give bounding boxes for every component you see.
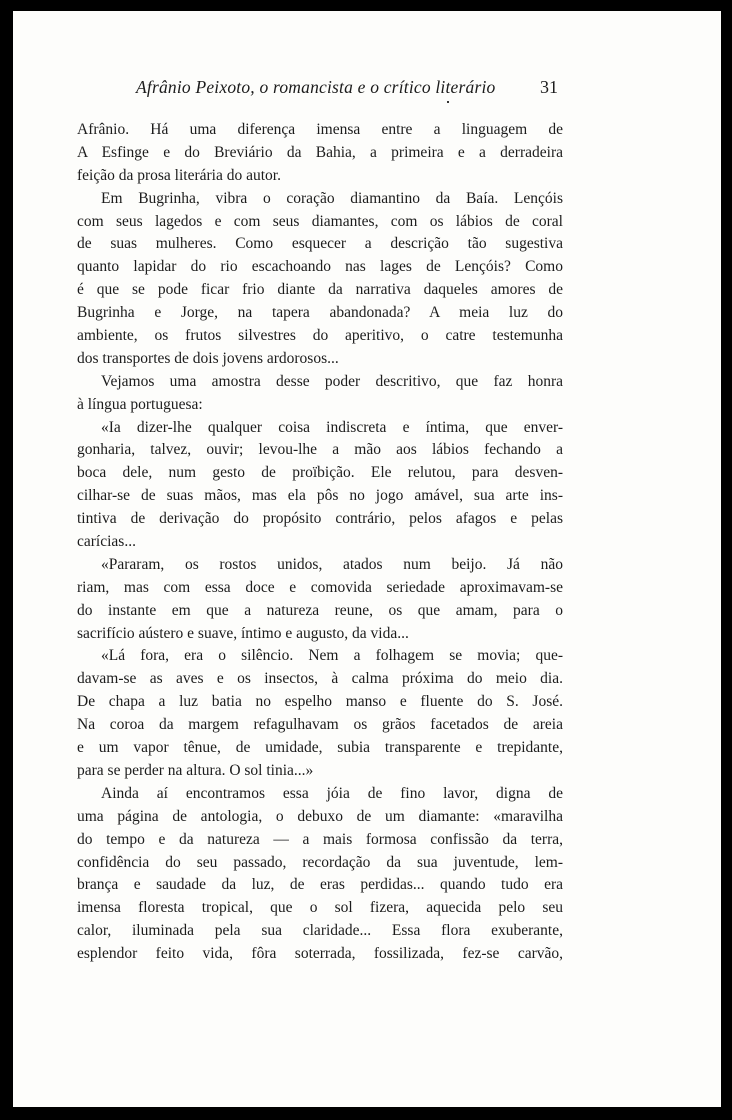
print-speck	[447, 101, 449, 103]
text-line: gonharia, talvez, ouvir; levou-lhe a mão aos lábios fechando a	[77, 441, 563, 459]
text-line: boca dele, num gesto de proïbição. Ele relutou, para desven-	[77, 464, 563, 482]
body-text	[77, 119, 563, 966]
text-line: Ainda aí encontramos essa jóia de fino lavor, digna de	[101, 784, 563, 802]
text-line: é que se pode ficar frio diante da narrativa daqueles amores de	[77, 281, 563, 299]
text-line: riam, mas com essa doce e comovida seriedade aproximavam-se	[77, 578, 563, 596]
text-line: quanto lapidar do rio escachoando nas lages de Lençóis? Como	[77, 258, 563, 276]
book-page	[13, 11, 721, 1107]
text-line: com seus lagedos e com seus diamantes, com os lábios de coral	[77, 212, 563, 230]
text-line: tintiva de derivação do propósito contrário, pelos afagos e pelas	[77, 510, 563, 528]
text-line: Bugrinha e Jorge, na tapera abandonada? A meia luz do	[77, 304, 563, 322]
running-title: Afrânio Peixoto, o romancista e o crítico literário	[136, 77, 496, 97]
text-line: à língua portuguesa:	[77, 395, 203, 413]
text-line: e um vapor tênue, de umidade, subia transparente e trepidante,	[77, 739, 563, 757]
text-line: para se perder na altura. O sol tinia...»	[77, 761, 314, 779]
text-line: Em Bugrinha, vibra o coração diamantino da Baía. Lençóis	[101, 189, 563, 207]
text-line: imensa floresta tropical, que o sol fizera, aquecida pelo seu	[77, 899, 563, 917]
text-line: brança e saudade da luz, de eras perdidas... quando tudo era	[77, 876, 563, 894]
text-line: De chapa a luz batia no espelho manso e fluente do S. José.	[77, 693, 563, 711]
text-line: sacrifício aústero e suave, íntimo e augusto, da vida...	[77, 624, 409, 642]
page-number: 31	[540, 77, 558, 97]
text-line: feição da prosa literária do autor.	[77, 166, 281, 184]
text-line: «Ia dizer-lhe qualquer coisa indiscreta e íntima, que enver-	[101, 418, 563, 436]
text-line: «Lá fora, era o silêncio. Nem a folhagem se movia; que-	[101, 647, 563, 665]
text-line: «Pararam, os rostos unidos, atados num beijo. Já não	[101, 555, 563, 573]
text-line: A Esfinge e do Breviário da Bahia, a primeira e a derradeira	[77, 143, 563, 161]
text-line: ambiente, os frutos silvestres do aperitivo, o catre testemunha	[77, 327, 563, 345]
text-line: Afrânio. Há uma diferença imensa entre a linguagem de	[77, 121, 563, 138]
text-line: cilhar-se de suas mãos, mas ela pôs no jogo amável, sua arte ins-	[77, 487, 563, 505]
text-line: carícias...	[77, 533, 136, 551]
page-header	[13, 77, 721, 101]
text-line: calor, iluminada pela sua claridade... Essa flora exuberante,	[77, 922, 563, 940]
text-line: Na coroa da margem refagulhavam os grãos facetados de areia	[77, 716, 563, 734]
text-line: dos transportes de dois jovens ardorosos...	[77, 349, 339, 367]
text-line: esplendor feito vida, fôra soterrada, fossilizada, fez-se carvão,	[77, 945, 563, 963]
text-line: Vejamos uma amostra desse poder descritivo, que faz honra	[101, 372, 563, 390]
text-line: do instante em que a natureza reune, os que amam, para o	[77, 601, 563, 619]
text-line: davam-se as aves e os insectos, à calma próxima do meio dia.	[77, 670, 563, 688]
text-line: confidência do seu passado, recordação da sua juventude, lem-	[77, 853, 563, 871]
text-line: de suas mulheres. Como esquecer a descrição tão sugestiva	[77, 235, 563, 253]
text-line: do tempo e da natureza — a mais formosa confissão da terra,	[77, 830, 563, 848]
text-line: uma página de antologia, o debuxo de um diamante: «maravilha	[77, 807, 563, 825]
